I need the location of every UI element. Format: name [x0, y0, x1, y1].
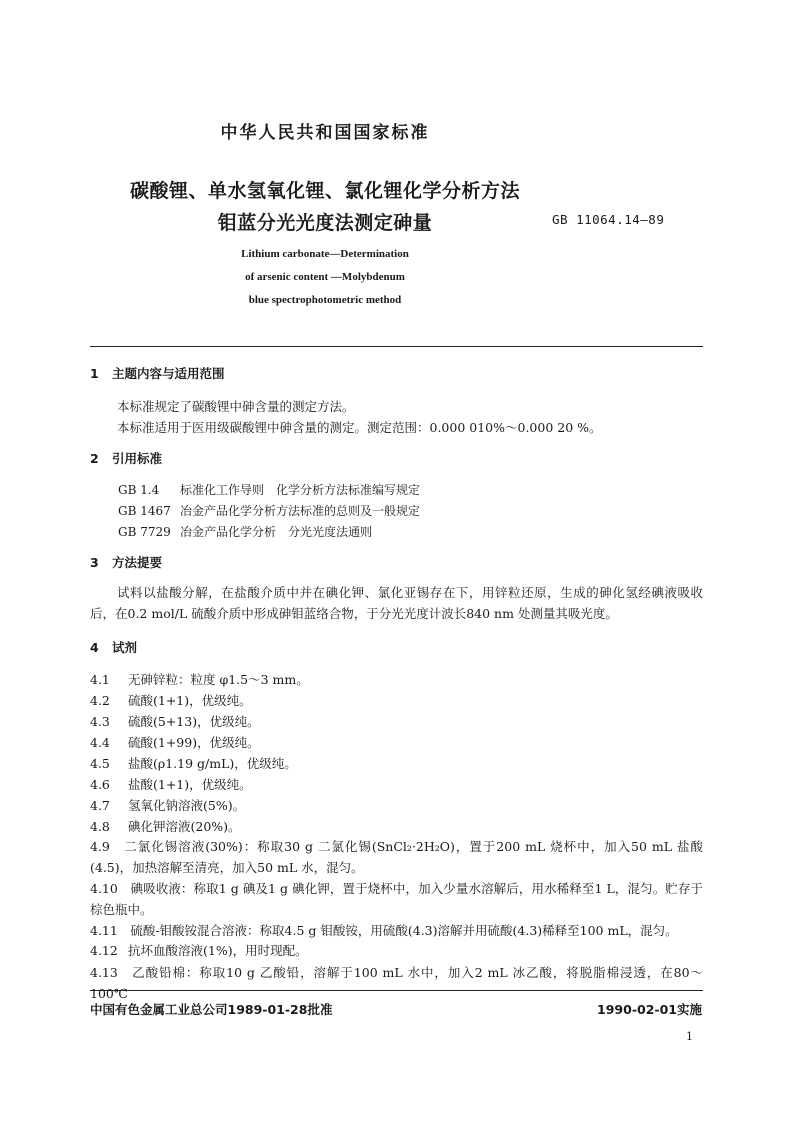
item-number: 4.6: [90, 777, 110, 792]
item-number: 4.5: [90, 756, 110, 771]
reference-title: 标准化工作导则 化学分析方法标准编写规定: [180, 483, 421, 497]
reagent-item-4-13: 4.13 乙酸铅棉：称取10 g 乙酸铅，溶解于100 mL 水中，加入2 mL 冰乙酸，将脱脂棉浸透，在80～100℃: [90, 965, 703, 1001]
reference-title: 冶金产品化学分析方法标准的总则及一般规定: [180, 504, 421, 518]
reference-code: GB 1467: [118, 504, 171, 518]
section-number: 3: [90, 555, 99, 570]
item-number: 4.4: [90, 735, 110, 750]
item-text: 硫酸(5+13)，优级纯。: [128, 714, 260, 729]
document-title-line1: 碳酸锂、单水氢氧化锂、氯化锂化学分析方法: [129, 180, 520, 202]
item-text: 碘化钾溶液(20%)。: [128, 819, 241, 834]
section-number: 4: [90, 640, 99, 655]
section-1-heading: [90, 364, 225, 382]
section-title: 引用标准: [112, 451, 163, 466]
item-text: 盐酸(ρ1.19 g/mL)，优级纯。: [128, 756, 297, 771]
item-number: 4.7: [90, 798, 110, 813]
reference-item: [118, 502, 420, 519]
header-divider: [90, 346, 703, 347]
reference-item: [118, 523, 372, 540]
section-1-paragraph-2: 本标准适用于医用级碳酸锂中砷含量的测定。测定范围：0.000 010%～0.000 20 %。: [117, 420, 602, 435]
item-text: 氢氧化钠溶液(5%)。: [128, 798, 246, 813]
national-standard-header: 中华人民共和国国家标准: [220, 123, 430, 143]
section-number: 1: [90, 366, 99, 381]
reagent-item: [90, 796, 245, 814]
reagent-item-4-10: 4.10 碘吸收液：称取1 g 碘及1 g 碘化钾，置于烧杯中，加入少量水溶解后，用水稀释至1 L，混匀。贮存于棕色瓶中。: [90, 881, 703, 917]
section-title: 试剂: [112, 640, 138, 655]
document-title-line2: 钼蓝分光光度法测定砷量: [217, 212, 433, 234]
reagent-item-4-11: 4.11 硫酸-钼酸铵混合溶液：称取4.5 g 钼酸铵，用硫酸(4.3)溶解并用硫酸(4.3)稀释至100 mL，混匀。: [90, 923, 678, 938]
section-2-heading: [90, 449, 162, 467]
english-title-line1: Lithium carbonate—Determination: [241, 248, 409, 260]
item-number: 4.3: [90, 714, 110, 729]
reagent-item: [90, 817, 241, 835]
section-3-paragraph: 试料以盐酸分解，在盐酸介质中并在碘化钾、氯化亚锡存在下，用锌粒还原，生成的砷化氢经碘液吸收后，在0.2 mol/L 硫酸介质中形成砷钼蓝络合物，于分光光度计波长840 nm 处测量其吸光度。: [90, 585, 703, 621]
item-text: 硫酸(1+99)，优级纯。: [128, 735, 260, 750]
item-text: 抗坏血酸溶液(1%)，用时现配。: [128, 943, 308, 958]
reagent-item: [90, 670, 309, 688]
section-3-heading: [90, 553, 162, 571]
reagent-item: [90, 754, 297, 772]
page-number: 1: [686, 1030, 693, 1043]
reference-title: 冶金产品化学分析 分光光度法通则: [180, 525, 373, 539]
item-text: 盐酸(1+1)，优级纯。: [128, 777, 252, 792]
item-number: 4.1: [90, 672, 110, 687]
approval-statement: 中国有色金属工业总公司1989-01-28批准: [90, 1002, 333, 1017]
english-title-line2: of arsenic content —Molybdenum: [245, 271, 405, 283]
standard-code: GB 11064.14—89: [552, 212, 665, 227]
implementation-date: 1990-02-01实施: [597, 1002, 702, 1017]
reference-code: GB 7729: [118, 525, 171, 539]
section-number: 2: [90, 451, 99, 466]
section-title: 方法提要: [112, 555, 163, 570]
item-number: 4.12: [90, 943, 118, 958]
reference-item: [118, 481, 420, 498]
section-4-heading: [90, 638, 137, 656]
reagent-item: [90, 712, 260, 730]
section-title: 主题内容与适用范围: [112, 366, 225, 381]
reagent-item: [90, 691, 252, 709]
english-title-line3: blue spectrophotometric method: [248, 294, 402, 306]
reagent-item: [90, 941, 308, 959]
item-number: 4.8: [90, 819, 110, 834]
item-text: 无砷锌粒：粒度 φ1.5～3 mm。: [128, 672, 309, 687]
footer-divider: [90, 990, 703, 991]
reagent-item-4-9: 4.9 二氯化锡溶液(30%)：称取30 g 二氯化锡(SnCl₂·2H₂O)，置于200 mL 烧杯中，加入50 mL 盐酸(4.5)，加热溶解至清亮，加入50 mL 水，混匀。: [90, 839, 703, 875]
reference-code: GB 1.4: [118, 483, 160, 497]
item-text: 硫酸(1+1)，优级纯。: [128, 693, 252, 708]
reagent-item: [90, 775, 252, 793]
section-1-paragraph-1: 本标准规定了碳酸锂中砷含量的测定方法。: [117, 399, 355, 414]
item-number: 4.2: [90, 693, 110, 708]
reagent-item: [90, 733, 260, 751]
